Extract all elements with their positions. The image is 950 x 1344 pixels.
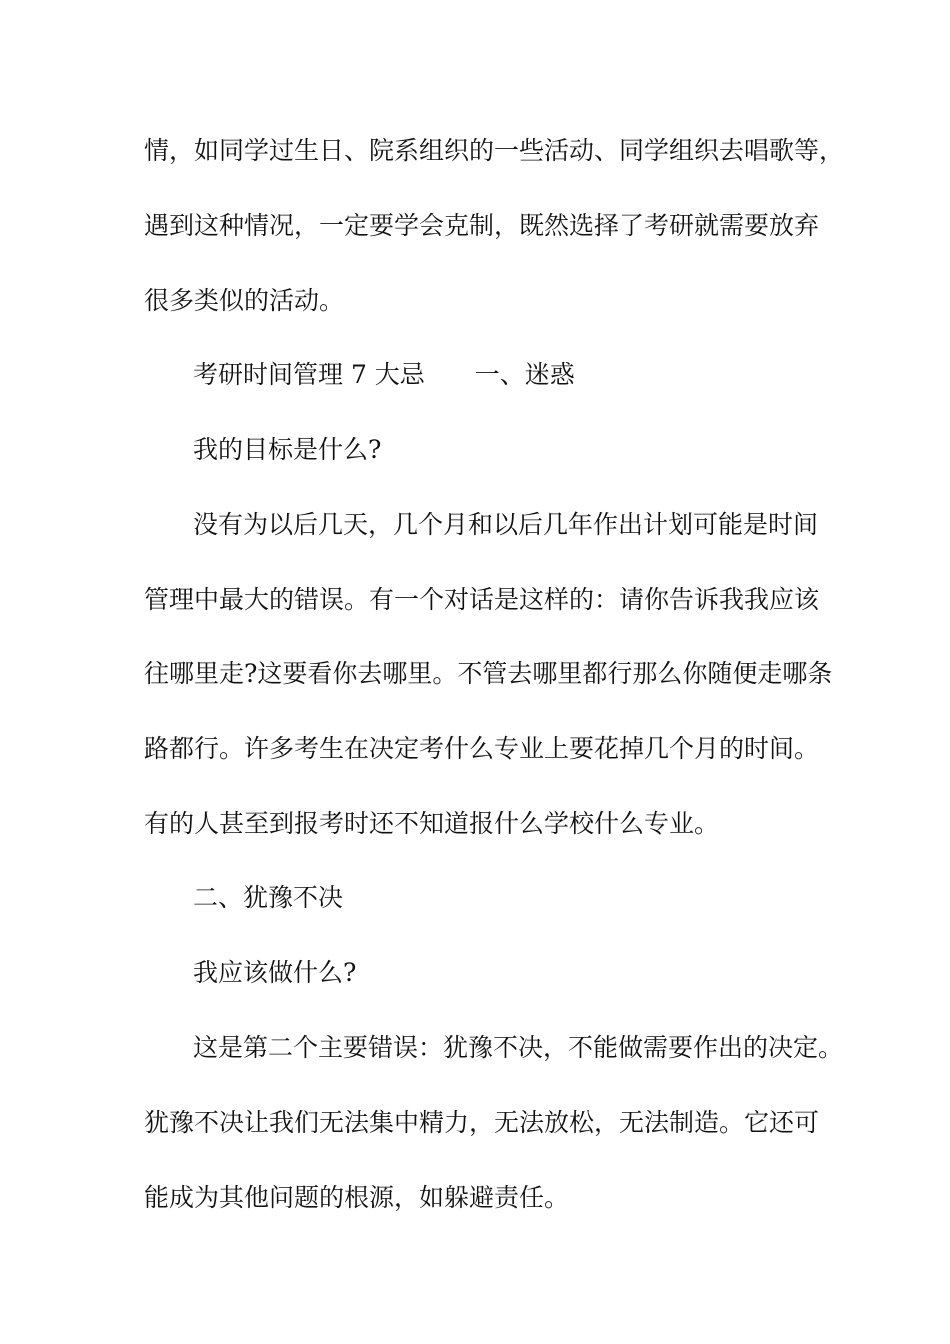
- section-heading: 考研时间管理 7 大忌 一、迷惑: [193, 360, 575, 389]
- paragraph-line: 管理中最大的错误。有一个对话是这样的：请你告诉我我应该: [144, 585, 820, 614]
- section-heading: 二、犹豫不决: [193, 883, 344, 912]
- paragraph-line: 路都行。许多考生在决定考什么专业上要花掉几个月的时间。: [144, 734, 820, 763]
- paragraph-line: 能成为其他问题的根源，如躲避责任。: [144, 1183, 570, 1212]
- question-line: 我的目标是什么?: [193, 435, 382, 464]
- paragraph-line: 往哪里走?这要看你去哪里。不管去哪里都行那么你随便走哪条: [144, 659, 833, 688]
- paragraph-line: 情，如同学过生日、院系组织的一些活动、同学组织去唱歌等，: [144, 136, 845, 165]
- paragraph-line: 犹豫不决让我们无法集中精力，无法放松，无法制造。它还可: [144, 1108, 820, 1137]
- question-line: 我应该做什么?: [193, 958, 357, 987]
- paragraph-line: 这是第二个主要错误：犹豫不决，不能做需要作出的决定。: [193, 1033, 844, 1062]
- paragraph-line: 很多类似的活动。: [144, 286, 345, 315]
- paragraph-line: 遇到这种情况，一定要学会克制，既然选择了考研就需要放弃: [144, 211, 820, 240]
- paragraph-line: 没有为以后几天，几个月和以后几年作出计划可能是时间: [193, 510, 819, 539]
- paragraph-line: 有的人甚至到报考时还不知道报什么学校什么专业。: [144, 809, 720, 838]
